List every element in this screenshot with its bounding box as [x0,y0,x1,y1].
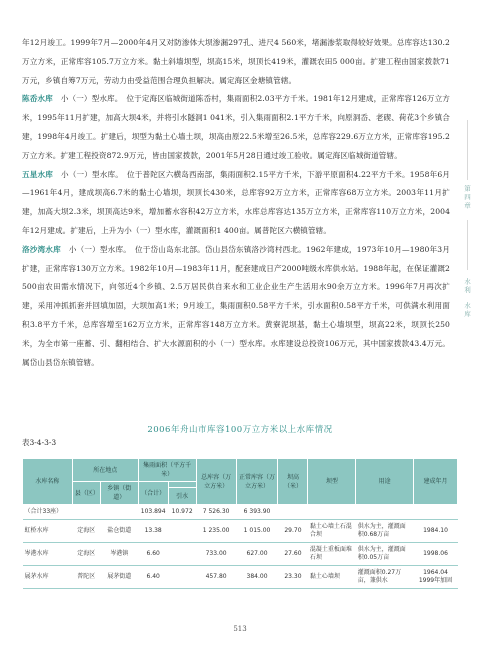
side-divider [467,120,468,180]
body-text [22,34,450,372]
cell-total-capacity: 457.80 [196,566,236,589]
cell-name: 岑港水库 [23,543,73,566]
header-purpose: 用途 [356,459,414,505]
cell-township: 岑港镇 [100,543,138,566]
cell-township [100,505,138,520]
cell-year: 1964.04 1999年加固 [414,566,458,589]
cell-dam-height: 27.60 [278,543,308,566]
cell-name: （合计33座） [23,505,73,520]
cell-normal-capacity: 384.00 [236,566,278,589]
cell-normal-capacity: 6 393.90 [236,505,278,520]
cell-year: 1984.10 [414,520,458,543]
page-number: 513 [233,625,247,633]
header-normal-capacity: 正常库容（万立方米） [236,459,278,505]
cell-year: 1998.06 [414,543,458,566]
header-dam-type: 坝型 [308,459,356,505]
cell-total-capacity: 733.00 [196,543,236,566]
table-row-total [23,505,458,520]
cell-diversion [168,520,196,543]
reservoir-type: 小（一）型水库。 [60,94,123,104]
cell-dam-type [308,505,356,520]
reservoir-name: 陈岙水库 [22,94,53,104]
paragraph-chenao: 陈岙水库 小（一）型水库。 位于定海区临城街道陈岙村，集雨面积2.03平方千米。1981年12月建成，正常库容126万立方米，1995年11月扩建，加高大坝4米，并将引水隧洞1 041米，引入集雨面积2.1平方千米，向原洞岙、老碶、荷花3个乡镇合建，1998年4月竣工。扩建后，坝型为黏土心墙土坝，坝高由原22.5米增至26.5米，总库容229.6万立方米，正常库容195.2万立方米。扩建工程投资872.9万元，皆由国家拨款，2001年5月28日通过竣工验收。属定海区临城街道管辖。 [22,94,450,160]
paragraph-luoshawan: 洛沙湾水库 小（一）型水库。 位于岱山岛东北部。岱山县岱东镇洛沙湾村西北。1962年建成，1973年10月—1980年3月扩建，正常库容130万立方米。1982年10月—1983年11月，配套建成日产2000吨级水库供水站。1988年起，在保证灌溉2 500亩农田需水情况下，向邻近4个乡镇、2.5万居民供自来水和工业企业生产生活用水90余万立方米。1996年7月再次扩建，采用冲抓抓套并回填加固，大坝加高1米；9月竣工，集雨面积0.58平方千米，引水面积0.58平方千米，可供满水利用面积3.8平方千米，总库容增至162万立方米，正常库容148万立方米。黄寮泥坝基，黏土心墙坝型，坝高22米，坝顶长250米，为全市第一座蓄、引、翻相结合、扩大水源面积的小（一）型水库。水库建设总投资106万元，其中国家拨款43.4万元。属岱山县岱东镇管辖。 [22,244,450,367]
cell-township: 展茅街道 [100,566,138,589]
cell-total-capacity: 1 235.00 [196,520,236,543]
cell-dam-type: 黏土心墙土石混合坝 [308,520,356,543]
cell-dam-height: 29.70 [278,520,308,543]
cell-total: 6.60 [138,543,168,566]
table-number: 表3-4-3-3 [22,438,57,447]
cell-county: 定海区 [72,543,100,566]
cell-township: 盐仓街道 [100,520,138,543]
cell-year [414,505,458,520]
cell-purpose: 供水为主，灌溉面积0.68万亩 [356,520,414,543]
table-row [23,566,458,589]
cell-dam-type: 黏土心墙坝 [308,566,356,589]
cell-dam-height [278,505,308,520]
header-catchment: 集雨面积（平方千米） [138,459,196,482]
header-county: 县（区） [72,482,100,505]
header-total: （合计） [138,482,168,505]
header-township: 乡镇（街道） [100,482,138,505]
cell-normal-capacity: 1 015.00 [236,520,278,543]
header-diversion: 引水 [168,488,196,505]
cell-total-capacity: 7 526.30 [196,505,236,520]
section-tab-water: 水利 [463,278,471,295]
cell-dam-type: 混凝土重板面堆石坝 [308,543,356,566]
table-title: 2006年舟山市库容100万立方米以上水库情况 [147,425,333,435]
reservoir-name: 洛沙湾水库 [22,244,61,254]
cell-diversion: 10.972 [168,505,196,520]
cell-dam-height: 23.30 [278,566,308,589]
cell-name: 展茅水库 [23,566,73,589]
cell-diversion [168,566,196,589]
side-divider [467,220,468,270]
cell-purpose [356,505,414,520]
reservoir-type: 小（一）型水库。 [61,169,124,179]
cell-county: 定海区 [72,520,100,543]
table-row [23,543,458,566]
cell-normal-capacity: 627.00 [236,543,278,566]
reservoir-type: 小（一）型水库。 [68,244,131,254]
reservoir-name: 五星水库 [22,169,54,179]
cell-purpose: 灌溉面积0.27万亩，兼供水 [356,566,414,589]
header-dam-height: 坝高（米） [278,459,308,505]
header-name: 水库名称 [23,459,73,505]
cell-total: 13.38 [138,520,168,543]
cell-name: 虹桥水库 [23,520,73,543]
header-year: 建成年月 [414,459,458,505]
section-tab-reservoir: 水库 [463,302,471,319]
table-row [23,520,458,543]
chapter-tab: 第四章 [463,185,471,211]
header-location: 所在地点 [72,459,138,482]
header-total-capacity: 总库容（万立方米） [196,459,236,505]
cell-total: 6.40 [138,566,168,589]
cell-county [72,505,100,520]
cell-diversion [168,543,196,566]
cell-total: 103.894 [138,505,168,520]
cell-purpose: 供水为主，灌溉面积0.05万亩 [356,543,414,566]
paragraph-intro: 年12月竣工。1999年7月—2000年4月又对防渗体大坝渗漏297孔、进尺4 560米，堵漏渗浆取得较好效果。总库容达130.2万立方米，正常库容105.7万立方米。黏土斜墙坝型，坝高15米，坝顶长419米，灌溉农田5 000亩。扩建工程由国家拨款71万元，乡镇自筹7万元，劳动力由受益范围合理负担解决。属定海区金塘镇管辖。 [22,38,450,85]
paragraph-wuxing: 五星水库 小（一）型水库。 位于普陀区六横岛西南部，集雨面积2.15平方千米，下游平原面积4.22平方千米。1958年6月—1961年4月，建成坝高6.7米的黏土心墙坝，坝顶长430米，总库容92万立方米，正常库容68万立方米。2003年11月扩建，加高大坝2.3米，坝顶高达9米，增加蓄水容积42万立方米，水库总库容达135万立方米，正常库容110万立方米，2004年12月建成。扩建后，上升为小（一）型水库，灌溉面积1 400亩。属普陀区六横镇管辖。 [22,169,450,235]
reservoir-table [22,458,458,589]
cell-county: 普陀区 [72,566,100,589]
